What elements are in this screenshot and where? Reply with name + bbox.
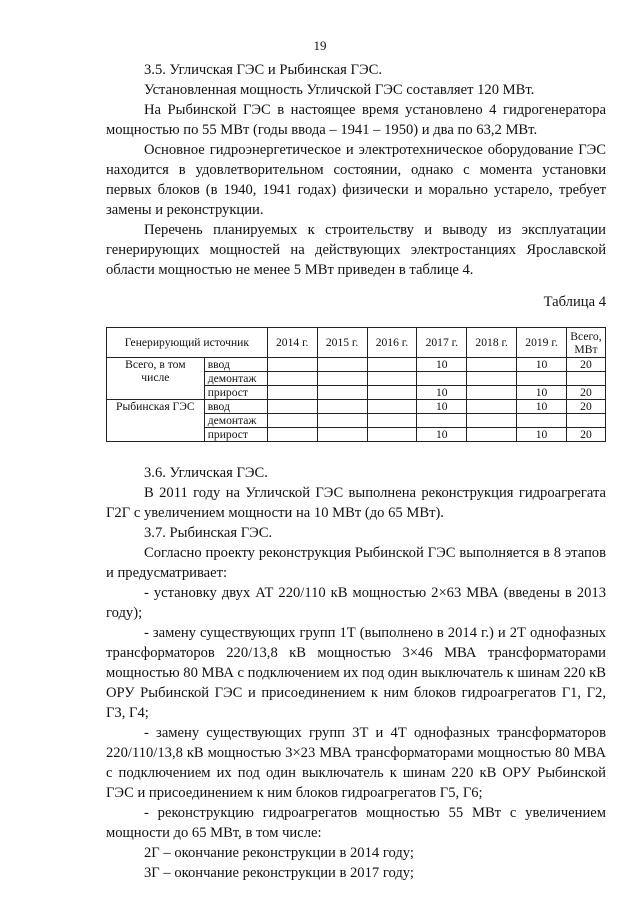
header-year: 2016 г. <box>367 328 417 358</box>
table-cell <box>267 386 317 400</box>
table-cell: 10 <box>517 386 567 400</box>
table-cell <box>367 372 417 386</box>
list-item: - замену существующих групп 3Т и 4Т однофазных трансформаторов 220/110/13,8 кВ мощностью 3×23 МВА трансформаторами мощностью 80 МВА с подключением их под один выключатель к шинам 220 кВ ОРУ Рыбинской ГЭС и присоединением к ним блоков гидроагрегатов Г5, Г6; <box>106 725 606 801</box>
table-cell <box>517 414 567 428</box>
table-row <box>107 400 606 414</box>
generation-table <box>106 327 606 442</box>
table-cell <box>517 372 567 386</box>
table-cell <box>467 386 517 400</box>
table-cell: 10 <box>417 386 467 400</box>
group-name: Рыбинская ГЭС <box>107 400 205 442</box>
table-cell: 10 <box>517 400 567 414</box>
header-year: 2015 г. <box>317 328 367 358</box>
table-cell-total <box>566 372 605 386</box>
section-heading: 3.5. Угличская ГЭС и Рыбинская ГЭС. <box>144 62 382 78</box>
section-3-6-3-7 <box>106 463 606 883</box>
table-cell-total <box>566 414 605 428</box>
table-cell-total: 20 <box>566 386 605 400</box>
table-cell <box>467 428 517 442</box>
header-year: 2017 г. <box>417 328 467 358</box>
table-cell <box>467 358 517 372</box>
table-cell <box>467 414 517 428</box>
list-item: 2Г – окончание реконструкции в 2014 году; <box>144 845 414 861</box>
header-year: 2014 г. <box>267 328 317 358</box>
table-cell <box>317 414 367 428</box>
paragraph: В 2011 году на Угличской ГЭС выполнена реконструкция гидроагрегата Г2Г с увеличением мощности на 10 МВт (до 65 МВт). <box>106 485 606 521</box>
table-cell: 10 <box>517 428 567 442</box>
table-cell-total: 20 <box>566 358 605 372</box>
table-cell <box>267 414 317 428</box>
row-type: прирост <box>204 386 267 400</box>
section-3-5 <box>106 60 606 280</box>
table-cell: 10 <box>417 428 467 442</box>
table-cell <box>367 358 417 372</box>
table-cell <box>367 400 417 414</box>
table-cell <box>317 358 367 372</box>
list-item: - реконструкцию гидроагрегатов мощностью 55 МВт с увеличением мощности до 65 МВт, в том числе: <box>106 805 606 841</box>
table-cell <box>317 386 367 400</box>
list-item: 3Г – окончание реконструкции в 2017 году; <box>144 865 414 881</box>
list-item: - замену существующих групп 1Т (выполнено в 2014 г.) и 2Т однофазных трансформаторов 220/13,8 кВ мощностью 3×46 МВА трансформаторами мощностью 80 МВА с подключением их под один выключатель к шинам 220 кВ ОРУ Рыбинской ГЭС и присоединением к ним блоков гидроагрегатов Г1, Г2, Г3, Г4; <box>106 625 606 721</box>
row-type: ввод <box>204 400 267 414</box>
row-type: демонтаж <box>204 414 267 428</box>
paragraph: На Рыбинской ГЭС в настоящее время установлено 4 гидрогенератора мощностью по 55 МВт (годы ввода – 1941 – 1950) и два по 63,2 МВт. <box>106 102 606 138</box>
row-type: прирост <box>204 428 267 442</box>
table-cell <box>367 414 417 428</box>
table-cell <box>317 372 367 386</box>
row-type: демонтаж <box>204 372 267 386</box>
table-cell: 10 <box>417 358 467 372</box>
row-type: ввод <box>204 358 267 372</box>
table-cell <box>417 414 467 428</box>
paragraph: Перечень планируемых к строительству и выводу из эксплуатации генерирующих мощностей на действующих электростанциях Ярославской области мощностью не менее 5 МВт приведен в таблице 4. <box>106 222 606 278</box>
paragraph: Согласно проекту реконструкция Рыбинской ГЭС выполняется в 8 этапов и предусматривает: <box>106 545 606 581</box>
table-cell <box>467 372 517 386</box>
group-name: Всего, в том числе <box>107 358 205 400</box>
page-number: 19 <box>313 38 327 53</box>
table-row <box>107 358 606 372</box>
table-cell <box>367 386 417 400</box>
table-cell <box>317 400 367 414</box>
table-cell-total: 20 <box>566 400 605 414</box>
header-source: Генерирующий источник <box>107 328 268 358</box>
header-year: 2019 г. <box>517 328 567 358</box>
table-cell-total: 20 <box>566 428 605 442</box>
table-cell <box>267 428 317 442</box>
header-year: 2018 г. <box>467 328 517 358</box>
table-cell <box>467 400 517 414</box>
table-cell <box>267 400 317 414</box>
paragraph: Основное гидроэнергетическое и электротехническое оборудование ГЭС находится в удовлетворительном состоянии, однако с момента установки первых блоков (в 1940, 1941 годах) физически и морально устарело, требует замены и реконструкции. <box>106 142 606 218</box>
table-cell: 10 <box>417 400 467 414</box>
table-cell <box>417 372 467 386</box>
list-item: - установку двух АТ 220/110 кВ мощностью 2×63 МВА (введены в 2013 году); <box>106 585 606 621</box>
header-total: Всего, МВт <box>566 328 605 358</box>
section-heading: 3.7. Рыбинская ГЭС. <box>144 525 273 541</box>
table-cell <box>267 358 317 372</box>
paragraph: Установленная мощность Угличской ГЭС составляет 120 МВт. <box>144 82 535 98</box>
table-cell: 10 <box>517 358 567 372</box>
table-caption: Таблица 4 <box>543 294 606 310</box>
table-cell <box>367 428 417 442</box>
table-cell <box>317 428 367 442</box>
table-cell <box>267 372 317 386</box>
table-header-row <box>107 328 606 358</box>
section-heading: 3.6. Угличская ГЭС. <box>144 465 268 481</box>
